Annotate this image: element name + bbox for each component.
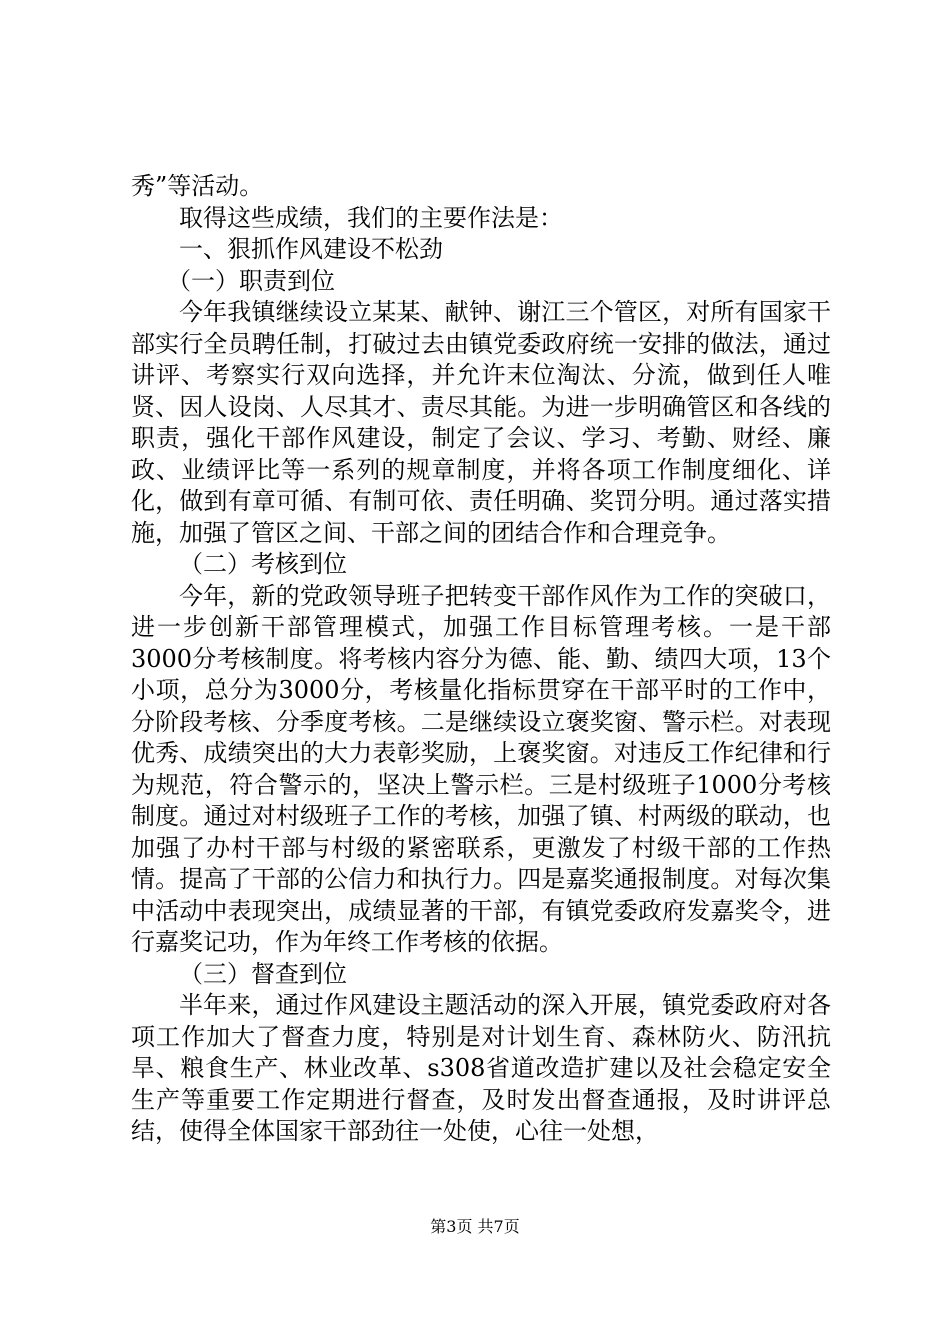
document-body <box>131 171 831 1148</box>
subsection-heading-assessment: （二）考核到位 <box>179 550 347 578</box>
section-heading: 一、狠抓作风建设不松劲 <box>179 235 443 263</box>
subsection-heading-duty: （一）职责到位 <box>167 266 335 295</box>
page-number-footer: 第3页 共7页 <box>430 1217 520 1236</box>
paragraph-assessment: 今年，新的党政领导班子把转变干部作风作为工作的突破口，进一步创新干部管理模式，加强工作目标管理考核。一是干部3000分考核制度。将考核内容分为德、能、勤、绩四大项，13个小项，总分为3000分，考核量化指标贯穿在干部平时的工作中，分阶段考核、分季度考核。二是继续设立褒奖窗、警示栏。对表现优秀、成绩突出的大力表彰奖励，上褒奖窗。对违反工作纪律和行为规范，符合警示的，坚决上警示栏。三是村级班子1000分考核制度。通过对村级班子工作的考核，加强了镇、村两级的联动，也加强了办村干部与村级的紧密联系，更激发了村级干部的工作热情。提高了干部的公信力和执行力。四是嘉奖通报制度。对每次集中活动中表现突出，成绩显著的干部，有镇党委政府发嘉奖令，进行嘉奖记功，作为年终工作考核的依据。 <box>131 581 831 956</box>
paragraph-intro: 取得这些成绩，我们的主要作法是： <box>179 203 563 232</box>
paragraph-supervision: 半年来，通过作风建设主题活动的深入开展，镇党委政府对各项工作加大了督查力度，特别是对计划生育、森林防火、防汛抗旱、粮食生产、林业改革、s308省道改造扩建以及社会稳定安全生产等重要工作定期进行督查，及时发出督查通报，及时讲评总结，使得全体国家干部劲往一处使，心往一处想， <box>131 991 831 1145</box>
paragraph-continuation: 秀”等活动。 <box>131 172 264 200</box>
subsection-heading-supervision: （三）督查到位 <box>179 959 347 988</box>
paragraph-duty: 今年我镇继续设立某某、献钟、谢江三个管区，对所有国家干部实行全员聘任制，打破过去由镇党委政府统一安排的做法，通过讲评、考察实行双向选择，并允许末位淘汰、分流，做到任人唯贤、因人设岗、人尽其才、责尽其能。为进一步明确管区和各线的职责，强化干部作风建设，制定了会议、学习、考勤、财经、廉政、业绩评比等一系列的规章制度，并将各项工作制度细化、详化，做到有章可循、有制可依、责任明确、奖罚分明。通过落实措施，加强了管区之间、干部之间的团结合作和合理竞争。 <box>131 298 831 547</box>
